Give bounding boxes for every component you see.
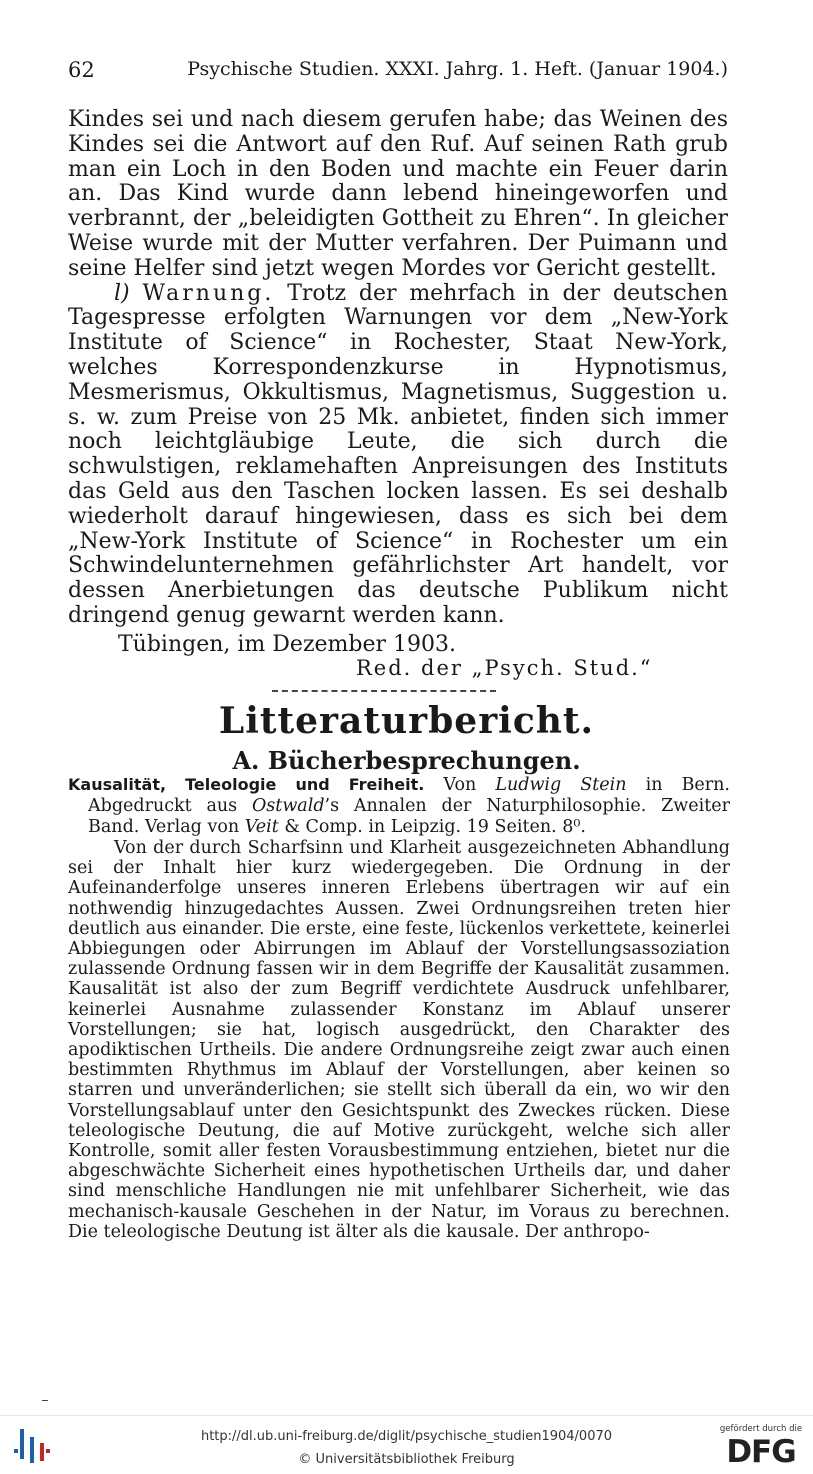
warning-heading: Warnung. bbox=[142, 280, 275, 306]
dfg-logo-text: DFG bbox=[726, 1434, 796, 1470]
running-header bbox=[68, 58, 728, 82]
continued-paragraph: Kindes sei und nach diesem gerufen habe; das Weinen des Kindes sei die Antwort auf den Ruf. Auf seinen Rath grub man ein Loch in den Boden und machte ein Feuer darin an. Das Kind wurde dann lebend hineingeworfen und verbrannt, der „beleidigten Gottheit zu Ehren“. In gleicher Weise wurde mit der Mutter verfahren. Der Puimann und seine Helfer sind jetzt wegen Mordes vor Gericht gestellt. bbox=[68, 107, 728, 281]
warning-text: Trotz der mehrfach in der deutschen Tagespresse erfolgten Warnungen vor dem „New-York Institute of Science“ in Rochester, Staat New-York, welches Korrespondenzkurse in Hypnotismus, Mesmerismus, Okkultismus, Magnetismus, Suggestion u. s. w. zum Preise von 25 Mk. anbietet, finden sich immer noch leichtgläubige Leute, die sich durch die schwulstigen, reklamehaften Anpreisungen des Instituts das Geld aus den Taschen locken lassen. Es sei deshalb wiederholt darauf hingewiesen, dass es sich bei dem „New-York Institute of Science“ in Rochester um ein Schwindelunternehmen gefährlichster Art handelt, vor dessen Anerbietungen das deutsche Publikum nicht dringend genug gewarnt werden kann. bbox=[68, 280, 728, 628]
warning-marker: l) bbox=[114, 280, 130, 306]
source-url[interactable]: http://dl.ub.uni-freiburg.de/diglit/psychische_studien1904/0070 bbox=[200, 1429, 613, 1444]
section-divider bbox=[272, 690, 496, 692]
news-section bbox=[68, 108, 728, 629]
section-title: Litteraturbericht. bbox=[218, 700, 595, 742]
review-author: Ludwig Stein bbox=[495, 775, 627, 795]
margin-mark bbox=[42, 1400, 48, 1401]
subsection-title: A. Bücherbesprechungen. bbox=[232, 746, 581, 775]
place-date: Tübingen, im Dezember 1903. bbox=[118, 632, 457, 657]
review-von: Von bbox=[443, 775, 477, 795]
running-title: Psychische Studien. XXXI. Jahrg. 1. Heft. (Januar 1904.) bbox=[187, 58, 728, 80]
warning-paragraph bbox=[68, 282, 728, 629]
editor-signature: Red. der „Psych. Stud.“ bbox=[356, 656, 653, 680]
review-bib-part2: ’s Annalen der Naturphilosophie. Zweiter Band. Verlag von bbox=[88, 796, 730, 837]
copyright-notice: © Universitätsbibliothek Freiburg bbox=[298, 1452, 515, 1467]
review-publisher-name: Veit bbox=[244, 817, 279, 837]
dfg-tagline: gefördert durch die bbox=[719, 1424, 803, 1434]
review-bib-part1: in Bern. Abgedruckt aus bbox=[88, 775, 730, 816]
footer-bar bbox=[0, 1415, 813, 1474]
review-editor-name: Ostwald bbox=[251, 796, 325, 816]
review-bibliography bbox=[68, 774, 730, 838]
page-number: 62 bbox=[68, 58, 95, 82]
dfg-logo bbox=[716, 1424, 806, 1470]
review-bib-part3: & Comp. in Leipzig. 19 Seiten. 8⁰. bbox=[284, 817, 586, 837]
review-book-title: Kausalität, Teleologie und Freiheit. bbox=[68, 775, 425, 794]
review-text: Von der durch Scharfsinn und Klarheit ausgezeichneten Abhandlung sei der Inhalt hier kurz wiedergegeben. Die Ordnung in der Aufeinanderfolge unseres inneren Erlebens übertragen wir auf ein nothwendig hinzugedachtes Aussen. Zwei Ordnungsreihen treten hier deutlich aus einander. Die erste, eine feste, lückenlos verkettete, keinerlei Abbiegungen oder Abirrungen im Ablauf der Vorstellungsassoziation zulassende Ordnung fassen wir in dem Begriffe der Kausalität zusammen. Kausalität ist also der zum Begriff verdichtete Ausdruck unfehlbarer, keinerlei Ausnahme zulassender Konstanz im Ablauf unserer Vorstellungen; sie hat, logisch ausgedrückt, den Charakter des apodiktischen Urtheils. Die andere Ordnungsreihe zeigt zwar auch einen bestimmten Rhythmus im Ablauf der Vorstellungen, aber keinen so starren und unveränderlichen; sie stellt sich überall da ein, wo wir den Vorstellungsablauf unter den Gesichtspunkt des Zweckes rücken. Diese teleologische Deutung, die auf Motive zurückgeht, welche sich aller Kontrolle, somit aller festen Vorausbestimmung entziehen, bietet nur die abgeschwächte Sicherheit eines hypothetischen Urtheils dar, und daher sind menschliche Handlungen nie mit unfehlbarer Sicherheit, wie das mechanisch-kausale Geschehen in der Natur, im Voraus zu berechnen. Die teleologische Deutung ist älter als die kausale. Der anthropo- bbox=[68, 838, 730, 1242]
